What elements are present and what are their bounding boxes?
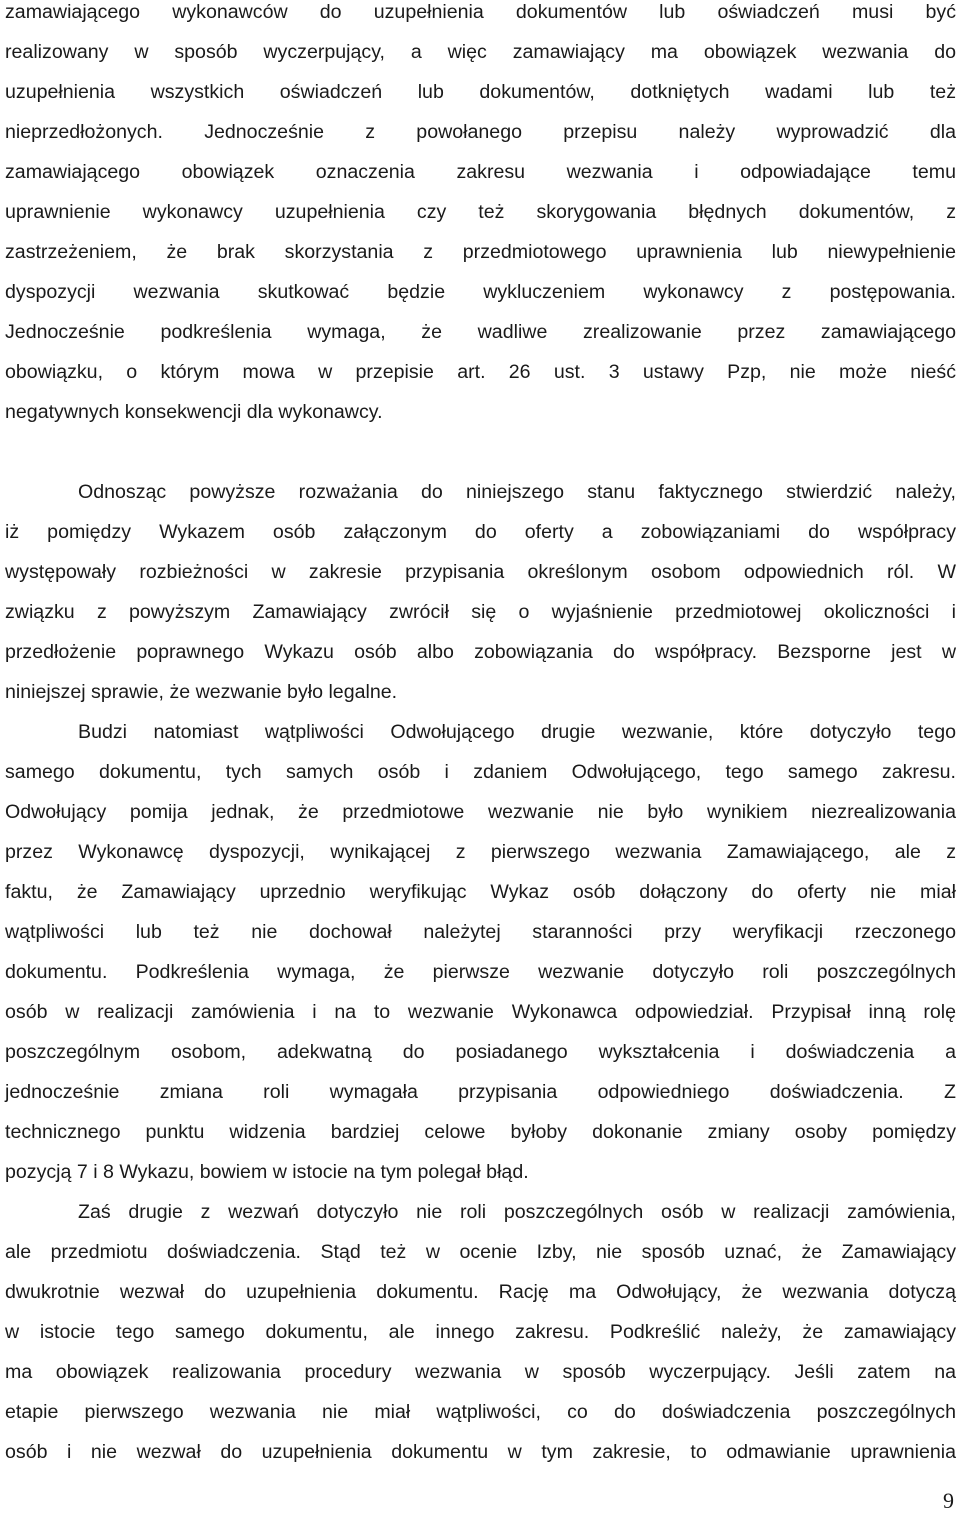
text-line: przez Wykonawcę dyspozycji, wynikającej z pierwszego wezwania Zamawiającego, ale z bbox=[5, 841, 956, 863]
text-line: Budzi natomiast wątpliwości Odwołującego drugie wezwanie, które dotyczyło tego bbox=[78, 721, 956, 743]
text-line: ale przedmiotu doświadczenia. Stąd też w ocenie Izby, nie sposób uznać, że Zamawiający bbox=[5, 1241, 956, 1263]
text-line: jednocześnie zmiana roli wymagała przypisania odpowiedniego doświadczenia. Z bbox=[5, 1081, 956, 1103]
text-line: Odwołujący pomija jednak, że przedmiotowe wezwanie nie było wynikiem niezrealizowania bbox=[5, 801, 956, 823]
text-line: iż pomiędzy Wykazem osób załączonym do oferty a zobowiązaniami do współpracy bbox=[5, 521, 956, 543]
text-line: faktu, że Zamawiający uprzednio weryfikując Wykaz osób dołączony do oferty nie miał bbox=[5, 881, 956, 903]
text-line: obowiązku, o którym mowa w przepisie art. 26 ust. 3 ustawy Pzp, nie może nieść bbox=[5, 361, 956, 383]
page-number: 9 bbox=[943, 1488, 954, 1513]
text-line: wątpliwości lub też nie dochował należytej staranności przy weryfikacji rzeczonego bbox=[5, 921, 956, 943]
text-line: zamawiającego obowiązek oznaczenia zakresu wezwania i odpowiadające temu bbox=[5, 161, 956, 183]
text-line: samego dokumentu, tych samych osób i zdaniem Odwołującego, tego samego zakresu. bbox=[5, 761, 956, 783]
text-line: pozycją 7 i 8 Wykazu, bowiem w istocie na tym polegał błąd. bbox=[5, 1161, 529, 1183]
text-line: realizowany w sposób wyczerpujący, a więc zamawiający ma obowiązek wezwania do bbox=[5, 41, 956, 63]
text-line: związku z powyższym Zamawiający zwrócił się o wyjaśnienie przedmiotowej okoliczności i bbox=[5, 601, 956, 623]
text-line: uzupełnienia wszystkich oświadczeń lub dokumentów, dotkniętych wadami lub też bbox=[5, 81, 956, 103]
text-line: nieprzedłożonych. Jednocześnie z powołanego przepisu należy wyprowadzić dla bbox=[5, 121, 956, 143]
text-line: ma obowiązek realizowania procedury wezwania w sposób wyczerpujący. Jeśli zatem na bbox=[5, 1361, 956, 1383]
text-line: dyspozycji wezwania skutkować będzie wykluczeniem wykonawcy z postępowania. bbox=[5, 281, 956, 303]
text-line: poszczególnym osobom, adekwatną do posiadanego wykształcenia i doświadczenia a bbox=[5, 1041, 956, 1063]
text-line: zamawiającego wykonawców do uzupełnienia dokumentów lub oświadczeń musi być bbox=[5, 1, 956, 23]
text-line: etapie pierwszego wezwania nie miał wątpliwości, co do doświadczenia poszczególnych bbox=[5, 1401, 956, 1423]
text-line: dwukrotnie wezwał do uzupełnienia dokumentu. Rację ma Odwołujący, że wezwania dotyczą bbox=[5, 1281, 956, 1303]
text-line: technicznego punktu widzenia bardziej celowe byłoby dokonanie zmiany osoby pomiędzy bbox=[5, 1121, 956, 1143]
text-line: dokumentu. Podkreślenia wymaga, że pierwsze wezwanie dotyczyło roli poszczególnych bbox=[5, 961, 956, 983]
text-line: Odnosząc powyższe rozważania do niniejszego stanu faktycznego stwierdzić należy, bbox=[78, 481, 956, 503]
text-line: uprawnienie wykonawcy uzupełnienia czy też skorygowania błędnych dokumentów, z bbox=[5, 201, 956, 223]
text-line: Jednocześnie podkreślenia wymaga, że wadliwe zrealizowanie przez zamawiającego bbox=[5, 321, 956, 343]
text-line: przedłożenie poprawnego Wykazu osób albo zobowiązania do współpracy. Bezsporne jest w bbox=[5, 641, 956, 663]
text-line: niniejszej sprawie, że wezwanie było legalne. bbox=[5, 681, 398, 703]
text-line: osób w realizacji zamówienia i na to wezwanie Wykonawca odpowiedział. Przypisał inną rolę bbox=[5, 1001, 956, 1023]
text-line: negatywnych konsekwencji dla wykonawcy. bbox=[5, 401, 383, 423]
text-line: występowały rozbieżności w zakresie przypisania określonym osobom odpowiednich ról. W bbox=[5, 561, 956, 583]
text-line: Zaś drugie z wezwań dotyczyło nie roli poszczególnych osób w realizacji zamówienia, bbox=[78, 1201, 956, 1223]
text-line: osób i nie wezwał do uzupełnienia dokumentu w tym zakresie, to odmawianie uprawnienia bbox=[5, 1441, 956, 1463]
text-line: zastrzeżeniem, że brak skorzystania z przedmiotowego uprawnienia lub niewypełnienie bbox=[5, 241, 956, 263]
text-line: w istocie tego samego dokumentu, ale innego zakresu. Podkreślić należy, że zamawiający bbox=[5, 1321, 956, 1343]
